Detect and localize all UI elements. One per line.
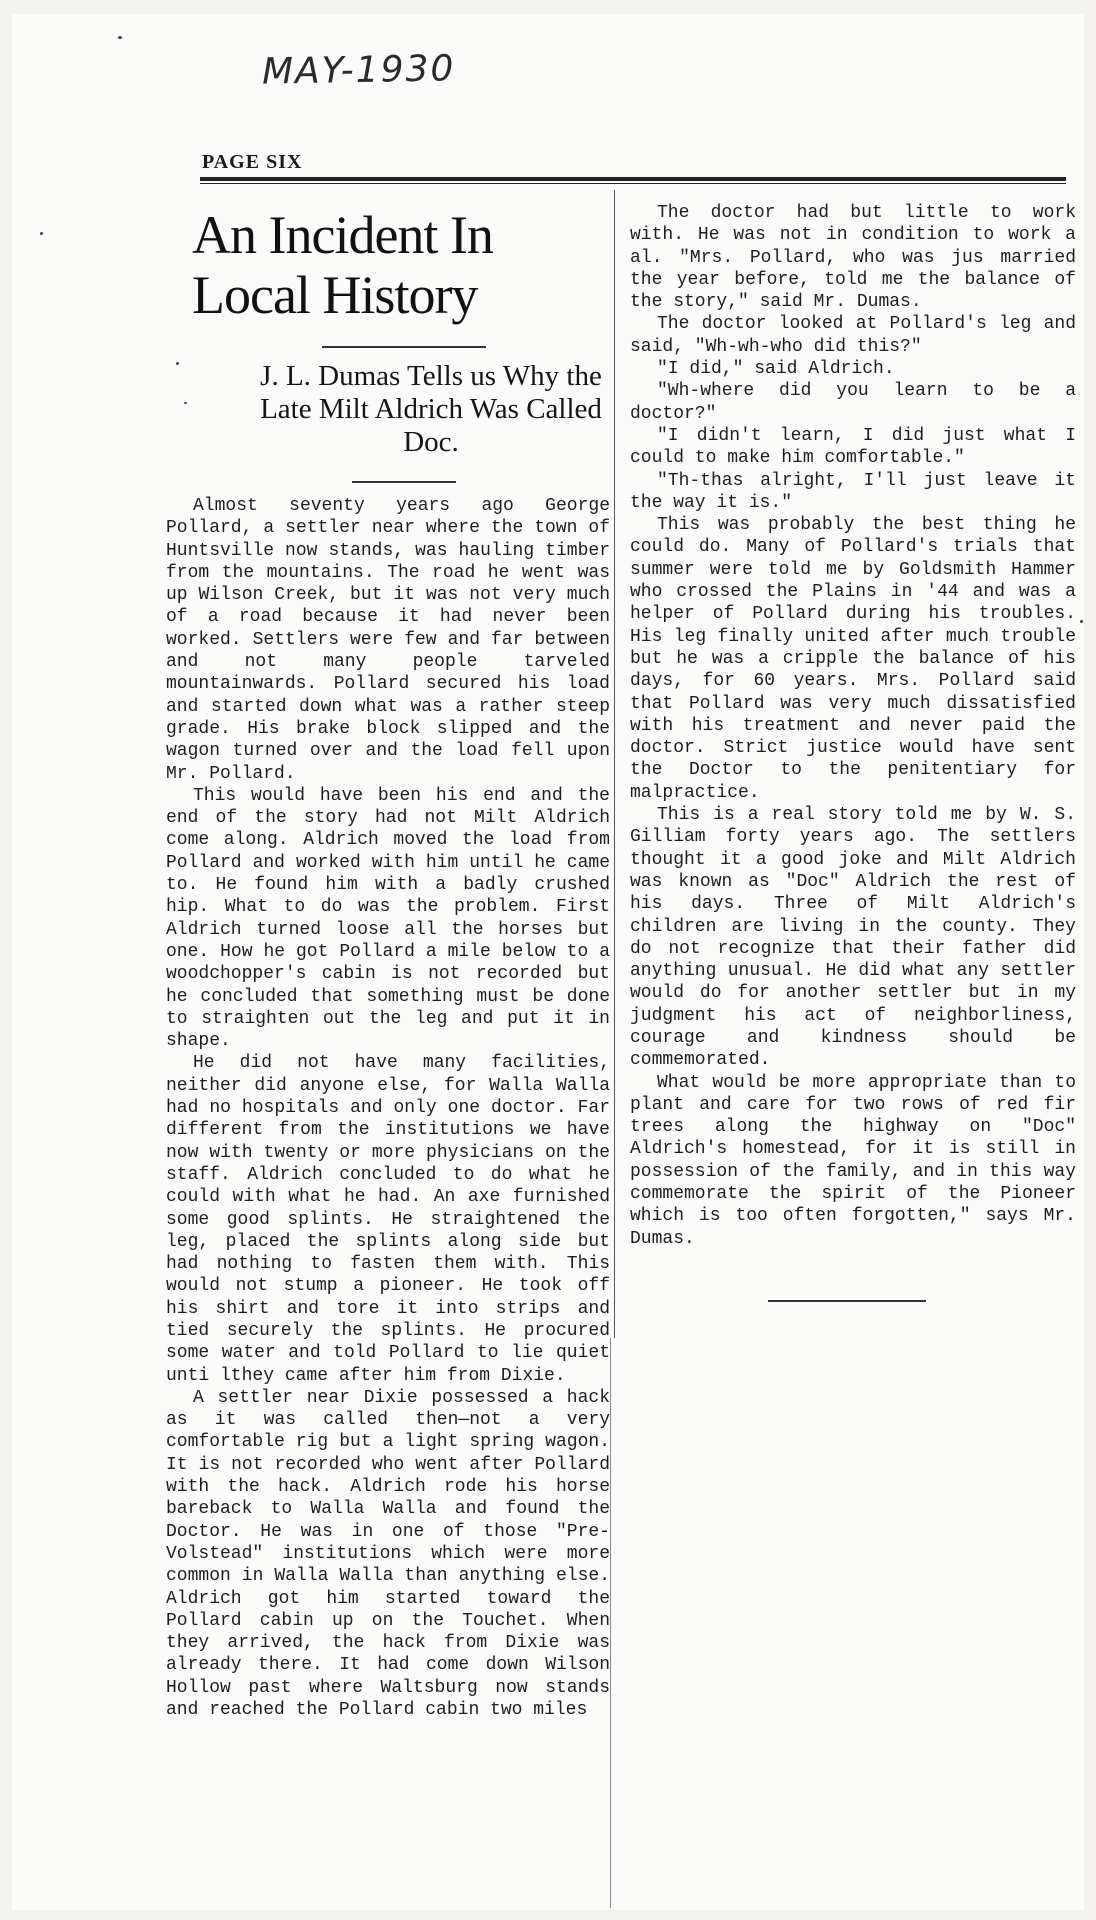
paragraph: A settler near Dixie possessed a hack as it was called then—not a very comfortable rig but a light spring wagon. It is not recorded who went after Pollard with the hack. Aldrich rode his horse bareback to Walla Walla and found the Doctor. He was in one of those "Pre-Volstead" institutions which were more common in Walla Walla than anything else. Aldrich got him started toward the Pollard cabin up on the Touchet. When they arrived, the hack from Dixie was already there. It had come down Wilson Hollow past where Waltsburg now stands and reached the Pollard cabin two miles xyxy=(166,1387,610,1721)
subheadline: J. L. Dumas Tells us Why the Late Milt Aldrich Was Called Doc. xyxy=(260,360,602,458)
print-speck xyxy=(184,402,187,404)
paragraph: Almost seventy years ago George Pollard, a settler near where the town of Huntsville now stands, was hauling timber from the mountains. The road he went was up Wilson Creek, but it was not very much of a road because it had never been worked. Settlers were few and far between and not many people tarveled mountainwards. Pollard secured his load and started down what was a rather steep grade. His brake block slipped and the wagon turned over and the load fell upon Mr. Pollard. xyxy=(166,496,610,784)
paragraph: The doctor had but little to work with. He was not in condition to work a al. "Mrs. Pollard, who was jus married the year before, told me the balance of the story," said Mr. Dumas. xyxy=(630,203,1076,313)
print-speck xyxy=(40,232,43,235)
paragraph: This would have been his end and the end of the story had not Milt Aldrich come along. Aldrich moved the load from Pollard and worked with him until he came to. He found him with a badly crushed hip. What to do was the problem. First Aldrich turned loose all the horses but one. How he got Pollard a mile below to a woodchopper's cabin is not recorded but he concluded that something must be done to straighten out the leg and put it in shape. xyxy=(166,785,610,1052)
paragraph: He did not have many facilities, neither did anyone else, for Walla Walla had no hospitals and only one doctor. Far different from the institutions we have now with twenty or more physicians on the staff. Aldrich concluded to do what he could with what he had. An axe furnished some good splints. He straightened the leg, placed the splints along side but had nothing to fasten them with. This would not stump a pioneer. He took off his shirt and tore it into strips and tied securely the splints. He procured some water and told Pollard to lie quiet unti lthey came after him from Dixie. xyxy=(166,1053,610,1386)
paragraph: The doctor looked at Pollard's leg and said, "Wh-wh-who did this?" xyxy=(630,314,1076,357)
paragraph: What would be more appropriate than to plant and care for two rows of red fir trees along the highway on "Doc" Aldrich's homestead, for it is still in possession of the family, and in this way commemorate the spirit of the Pioneer which is too often forgotten," says Mr. Dumas. xyxy=(630,1072,1076,1249)
print-speck xyxy=(118,36,122,39)
paragraph: This is a real story told me by W. S. Gilliam forty years ago. The settlers thought it a good joke and Milt Aldrich was known as "Doc" Aldrich the rest of his days. Three of Milt Aldrich's children are living in the county. They do not recognize that their father did anything unusual. He did what any settler would do for another settler but in my judgment his act of neighborliness, courage and kindness should be commemorated. xyxy=(630,805,1076,1071)
headline-rule xyxy=(322,346,486,348)
article-end-rule xyxy=(768,1300,926,1302)
headline: An Incident In Local History xyxy=(192,205,493,325)
paragraph: "I didn't learn, I did just what I could to make him comfortable." xyxy=(630,425,1076,469)
article-column-left xyxy=(166,495,610,1721)
page-label: PAGE SIX xyxy=(202,151,303,173)
paragraph: "Wh-where did you learn to be a doctor?" xyxy=(630,381,1076,424)
print-speck xyxy=(1080,620,1083,623)
article-column-right xyxy=(630,202,1076,1250)
column-divider xyxy=(614,190,615,1338)
paragraph: "Th-thas alright, I'll just leave it the way it is." xyxy=(630,470,1076,513)
column-divider-lower xyxy=(610,1338,611,1908)
subheadline-rule xyxy=(352,481,456,483)
print-speck xyxy=(176,362,179,365)
masthead-rule xyxy=(200,177,1066,184)
handwritten-date: MAY-1930 xyxy=(261,48,456,93)
paragraph: "I did," said Aldrich. xyxy=(657,359,895,380)
paragraph: This was probably the best thing he could do. Many of Pollard's trials that summer were told me by Goldsmith Hammer who crossed the Plains in '44 and was a helper of Pollard during his troubles. His leg finally united after much trouble but he was a cripple the balance of his days, for 60 years. Mrs. Pollard said that Pollard was very much dissatisfied with his treatment and never paid the doctor. Strict justice would have sent the Doctor to the penitentiary for malpractice. xyxy=(630,515,1076,803)
